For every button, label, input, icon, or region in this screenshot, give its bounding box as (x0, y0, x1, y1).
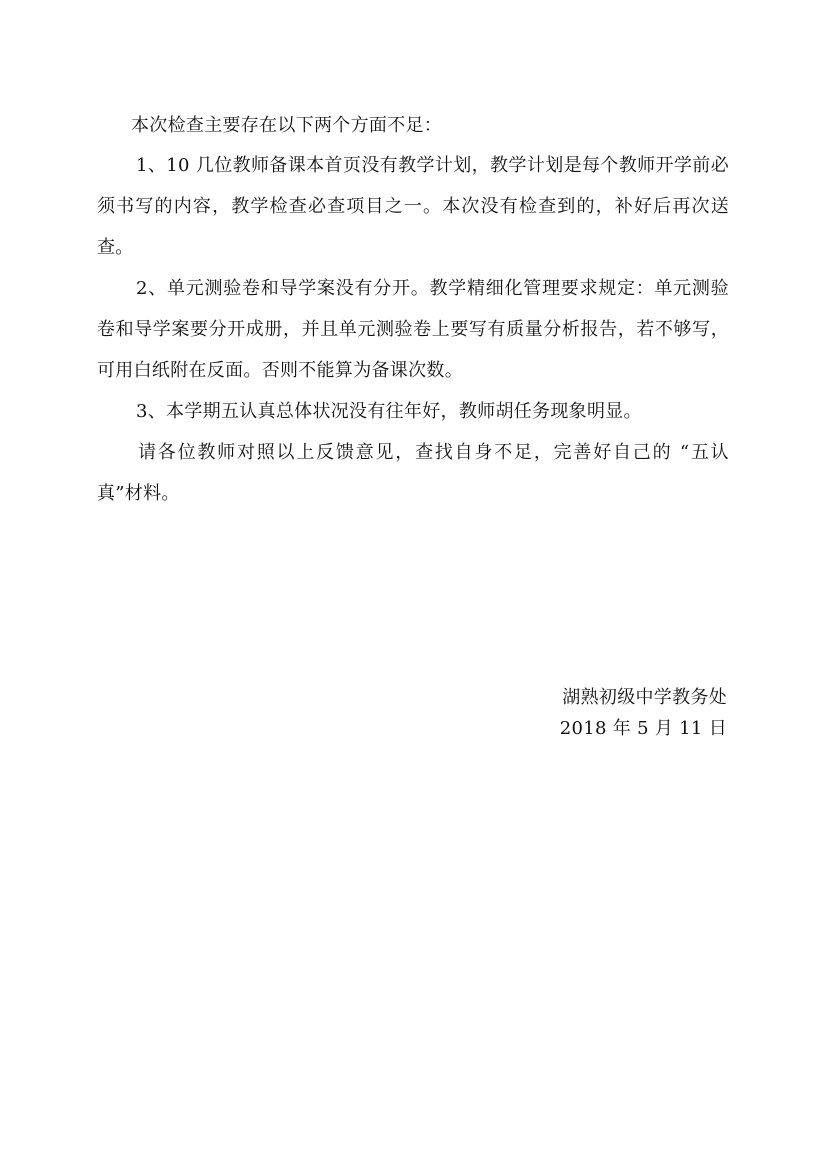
issue-paragraph-2: 2、单元测验卷和导学案没有分开。教学精细化管理要求规定：单元测验卷和导学案要分开成册，并且单元测验卷上要写有质量分析报告，若不够写，可用白纸附在反面。否则不能算为备课次数。 (97, 278, 729, 381)
intro-paragraph: 本次检查主要存在以下两个方面不足： (131, 115, 443, 136)
issue-paragraph-1: 1、10 几位教师备课本首页没有教学计划，教学计划是每个教师开学前必须书写的内容，教学检查必查项目之一。本次没有检查到的，补好后再次送查。 (97, 155, 729, 258)
closing-paragraph: 请各位教师对照以上反馈意见，查找自身不足，完善好自己的 “五认真”材料。 (97, 442, 729, 504)
issue-paragraph-3: 3、本学期五认真总体状况没有往年好，教师胡任务现象明显。 (136, 401, 642, 422)
signature-date: 2018 年 5 月 11 日 (559, 718, 727, 739)
signature-organization: 湖熟初级中学教务处 (562, 687, 727, 708)
